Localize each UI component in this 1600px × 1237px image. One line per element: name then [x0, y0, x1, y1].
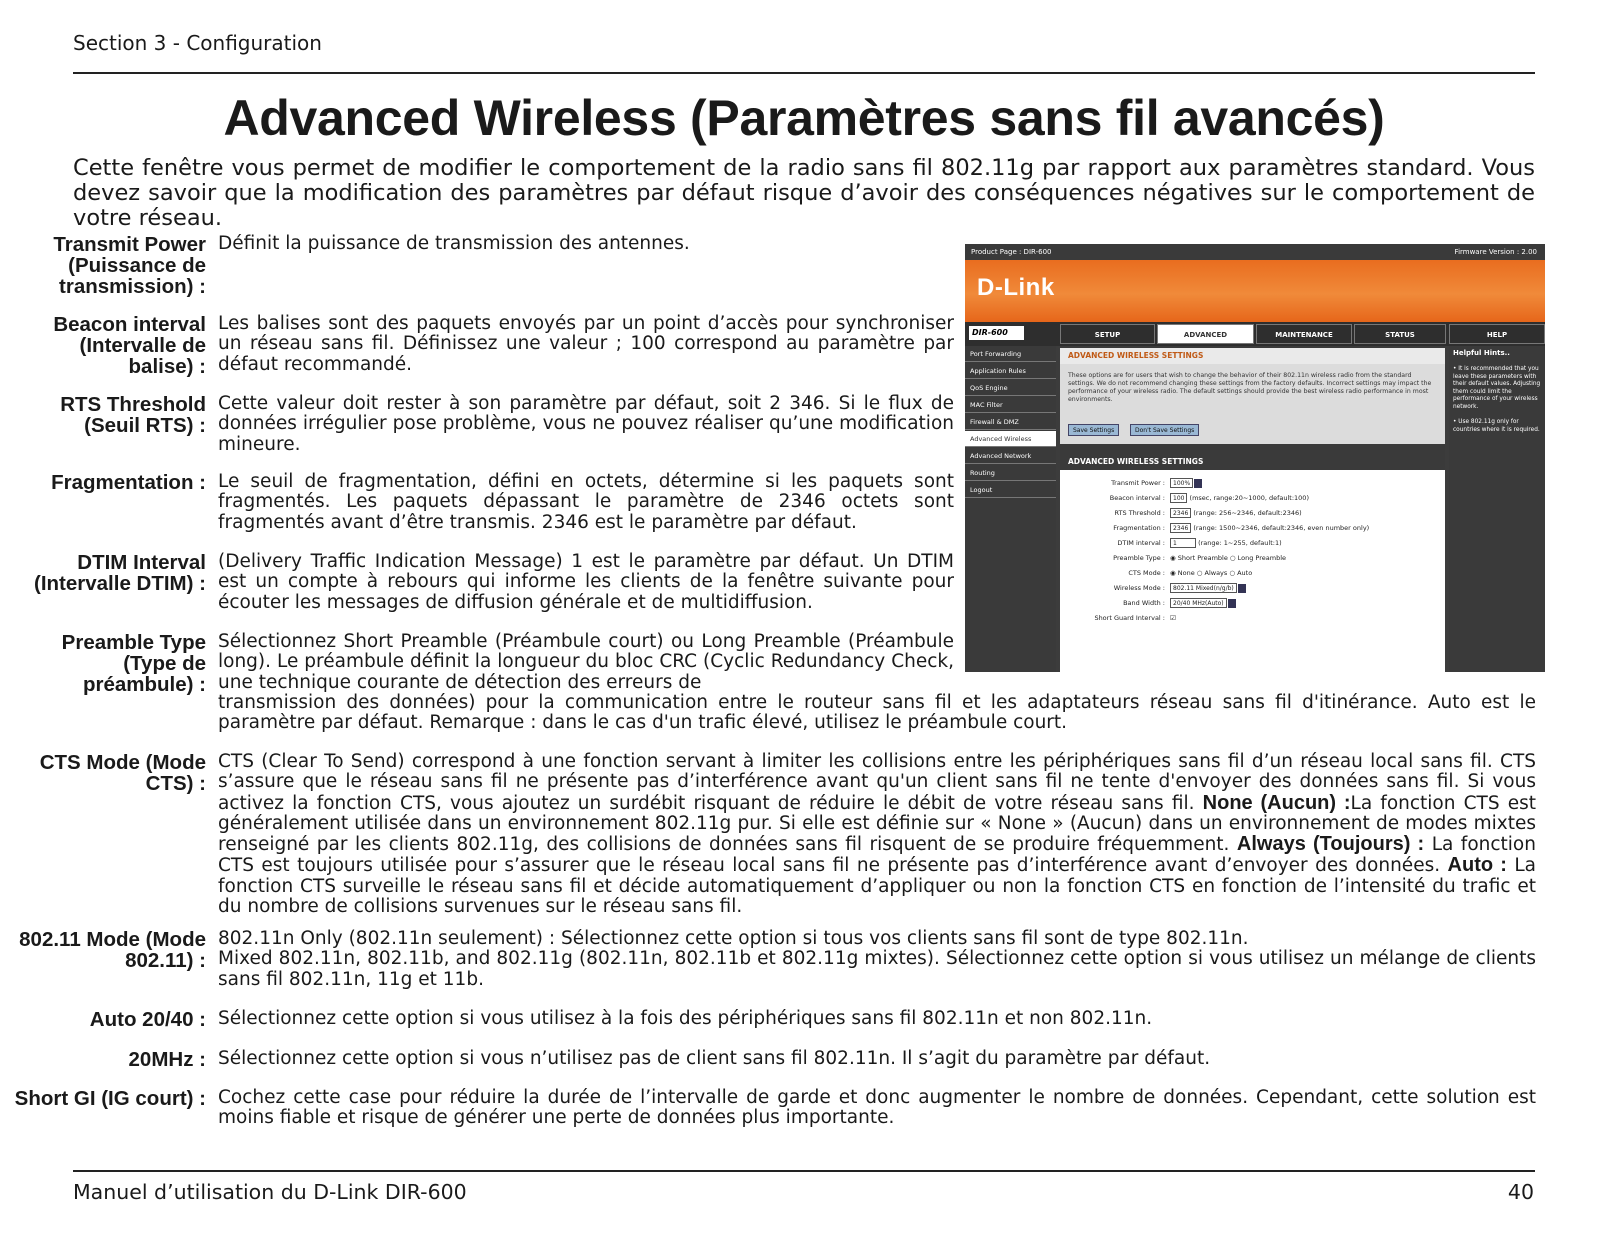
intro-paragraph: Cette fenêtre vous permet de modifier le comportement de la radio sans fil 802.11g par rapport aux paramètres standard. Vous devez savoir que la modification des paramètres par défaut risque d’avoir des conséquences négatives sur le comportement de votre réseau.: [73, 155, 1535, 231]
footer-manual-title: Manuel d’utilisation du D-Link DIR-600: [73, 1180, 467, 1204]
save-settings-button[interactable]: Save Settings: [1068, 424, 1119, 436]
main-content: [1060, 346, 1445, 672]
product-page-label: Product Page : DIR-600: [971, 248, 1052, 256]
dtim-interval-input[interactable]: 1: [1170, 538, 1196, 548]
chevron-down-icon[interactable]: [1228, 599, 1236, 608]
help-text: • It is recommended that you leave these parameters with their default values. Adjusting them could limit the performance of your wireless network. • Use 802.11g only for countries where it is required.: [1453, 366, 1541, 433]
short-guard-checkbox[interactable]: ☑: [1170, 614, 1176, 622]
transmit-power-select[interactable]: 100%: [1170, 478, 1193, 488]
term: Preamble Type (Type de préambule) :: [61, 631, 206, 696]
term: 20MHz :: [128, 1048, 206, 1071]
description: Cette valeur doit rester à son paramètre par défaut, soit 2 346. Si le flux de données irrégulier pose problème, vous ne pouvez réaliser qu’une modification mineure.: [218, 393, 954, 455]
term: CTS Mode (Mode CTS) :: [39, 751, 206, 795]
form-row-dtim-interval: DTIM interval : 1 (range: 1~255, default:1): [1117, 539, 1282, 547]
sidebar-item-routing[interactable]: Routing: [965, 465, 1056, 481]
panel-title: ADVANCED WIRELESS SETTINGS: [1060, 454, 1445, 470]
form-row-short-guard-interval: Short Guard Interval : ☑: [1060, 611, 1445, 625]
form-row-beacon-interval: Beacon interval : 100 (msec, range:20~1000, default:100): [1109, 494, 1309, 502]
tab-advanced[interactable]: ADVANCED: [1157, 324, 1254, 344]
sidebar-item-qos-engine[interactable]: QoS Engine: [965, 380, 1056, 396]
dlink-logo: D-Link: [977, 274, 1055, 301]
description: Sélectionnez cette option si vous utilisez à la fois des périphériques sans fil 802.11n et non 802.11n.: [218, 1008, 1153, 1029]
page-number: 40: [1507, 1180, 1534, 1204]
model-label: DIR-600: [969, 326, 1024, 340]
header-rule: [73, 72, 1535, 74]
tab-help[interactable]: HELP: [1449, 324, 1545, 344]
description-continued: transmission des données) pour la communication entre le routeur sans fil et les adaptateurs réseau sans fil d'itinérance. Auto est le paramètre par défaut. Remarque : dans le cas d'un trafic élevé, utilisez le préambule court.: [218, 692, 1536, 734]
product-bar: [965, 244, 1545, 260]
description: CTS (Clear To Send) correspond à une fonction servant à limiter les collisions entre les périphériques sans fil d’un réseau local sans fil. CTS s’assure que le réseau sans fil ne présente pas d’interférence avant qu'un client sans fil ne tente d'envoyer des données sans fil. Si vous activez la fonction CTS, vous ajoutez un surdébit risquant de réduire le débit de votre réseau sans fil. None (Aucun) :La fonction CTS est généralement utilisée dans un environnement 802.11g pur. Si elle est définie sur « None » (Aucun) dans un environnement de modes mixtes renseigné par les clients 802.11g, des collisions de données sans fil risquent de se produire fréquemment. Always (Toujours) : La fonction CTS est toujours utilisée pour s’assurer que le réseau local sans fil ne présente pas d’interférence avant d’envoyer des données. Auto : La fonction CTS surveille le réseau sans fil et décide automatiquement d’appliquer ou non la fonction CTS en fonction de l’intensité du trafic et du nombre de collisions survenues sur le réseau sans fil.: [218, 751, 1536, 918]
tab-maintenance[interactable]: MAINTENANCE: [1256, 324, 1352, 344]
preamble-radio-group[interactable]: ◉ Short Preamble ○ Long Preamble: [1170, 554, 1287, 562]
description: Le seuil de fragmentation, défini en octets, détermine si les paquets sont fragmentés. Les paquets dépassant le paramètre de 2346 octets sont fragmentés avant d’être transmis. 2346 est le paramètre par défaut.: [218, 471, 954, 533]
form-row-fragmentation: Fragmentation : 2346 (range: 1500~2346, default:2346, even number only): [1113, 524, 1370, 532]
form-row-band-width: Band Width : 20/40 MHz(Auto): [1060, 596, 1445, 610]
chevron-down-icon[interactable]: [1238, 584, 1246, 593]
description: Sélectionnez cette option si vous n’utilisez pas de client sans fil 802.11n. Il s’agit du paramètre par défaut.: [218, 1048, 1211, 1069]
firmware-label: Firmware Version : 2.00: [1454, 248, 1537, 256]
beacon-interval-input[interactable]: 100: [1170, 493, 1187, 503]
band-width-select[interactable]: 20/40 MHz(Auto): [1170, 598, 1227, 608]
wireless-mode-select[interactable]: 802.11 Mixed(n/g/b): [1170, 583, 1237, 593]
term: Short GI (IG court) :: [14, 1087, 206, 1110]
sidebar-item-logout[interactable]: Logout: [965, 482, 1056, 498]
sidebar-item-application-rules[interactable]: Application Rules: [965, 363, 1056, 379]
form-row-cts-mode: CTS Mode : ◉ None ○ Always ○ Auto: [1060, 566, 1445, 580]
form-row-rts-threshold: RTS Threshold : 2346 (range: 256~2346, default:2346): [1114, 509, 1302, 517]
description: 802.11n Only (802.11n seulement) : Sélectionnez cette option si tous vos clients sans fil sont de type 802.11n. Mixed 802.11n, 802.11b, and 802.11g (802.11n, 802.11b et 802.11g mixtes). Sélectionnez cette option si vous utilisez un mélange de clients sans fil 802.11n, 11g et 11b.: [218, 928, 1536, 990]
sidebar-item-advanced-wireless[interactable]: Advanced Wireless: [965, 431, 1056, 447]
term: DTIM Interval (Intervalle DTIM) :: [34, 551, 206, 595]
settings-form-panel: [1060, 454, 1445, 672]
sidebar-item-port-forwarding[interactable]: Port Forwarding: [965, 346, 1056, 362]
help-title: Helpful Hints..: [1453, 349, 1510, 357]
sidebar-item-advanced-network[interactable]: Advanced Network: [965, 448, 1056, 464]
fragmentation-input[interactable]: 2346: [1170, 523, 1191, 533]
form-row-transmit-power: Transmit Power : 100%: [1060, 476, 1445, 490]
form-row-preamble-type: Preamble Type : ◉ Short Preamble ○ Long Preamble: [1060, 551, 1445, 565]
chevron-down-icon[interactable]: [1194, 479, 1202, 488]
page-title: Advanced Wireless (Paramètres sans fil avancés): [223, 90, 1385, 146]
term: Auto 20/40 :: [89, 1008, 206, 1031]
term: 802.11 Mode (Mode 802.11) :: [19, 928, 206, 972]
tab-setup[interactable]: SETUP: [1060, 324, 1155, 344]
sidebar-item-mac-filter[interactable]: MAC Filter: [965, 397, 1056, 413]
term: RTS Threshold (Seuil RTS) :: [60, 393, 206, 437]
cts-mode-radio-group[interactable]: ◉ None ○ Always ○ Auto: [1170, 569, 1253, 577]
rts-threshold-input[interactable]: 2346: [1170, 508, 1191, 518]
description: Les balises sont des paquets envoyés par un point d’accès pour synchroniser un réseau sans fil. Définissez une valeur ; 100 correspond au paramètre par défaut recommandé.: [218, 313, 954, 375]
description: Sélectionnez Short Preamble (Préambule court) ou Long Preamble (Préambule long). Le préambule définit la longueur du bloc CRC (Cyclic Redundancy Check, une technique courante de détection des erreurs de: [218, 631, 954, 693]
router-screenshot: [965, 244, 1545, 672]
term: Transmit Power (Puissance de transmission) :: [53, 233, 206, 298]
sidebar: [965, 346, 1056, 672]
help-panel: [1449, 346, 1545, 672]
dont-save-button[interactable]: Don't Save Settings: [1130, 424, 1199, 436]
section-header: Section 3 - Configuration: [73, 31, 322, 55]
sidebar-item-firewall-dmz[interactable]: Firewall & DMZ: [965, 414, 1056, 430]
term: Fragmentation :: [51, 471, 206, 494]
settings-intro-panel: [1060, 348, 1445, 444]
panel-text: These options are for users that wish to change the behavior of their 802.11n wireless radio from the standard settings. We do not recommend changing these settings from the factory defaults. Incorrect settings may impact the performance of your wireless radio. The default settings should provide the best wireless radio performance in most environments.: [1068, 372, 1432, 403]
tab-status[interactable]: STATUS: [1354, 324, 1446, 344]
footer-rule: [73, 1170, 1535, 1172]
term: Beacon interval (Intervalle de balise) :: [53, 313, 206, 378]
description: Définit la puissance de transmission des antennes.: [218, 233, 690, 254]
description: Cochez cette case pour réduire la durée de l’intervalle de garde et donc augmenter le nombre de données. Cependant, cette solution est moins fiable et risque de générer une perte de données plus importante.: [218, 1087, 1536, 1129]
description: (Delivery Traffic Indication Message) 1 est le paramètre par défaut. Un DTIM est un compte à rebours qui informe les clients de la fenêtre suivante pour écouter les messages de diffusion générale et de multidiffusion.: [218, 551, 954, 613]
form-row-wireless-mode: Wireless Mode : 802.11 Mixed(n/g/b): [1060, 581, 1445, 595]
panel-title: ADVANCED WIRELESS SETTINGS: [1060, 348, 1445, 364]
